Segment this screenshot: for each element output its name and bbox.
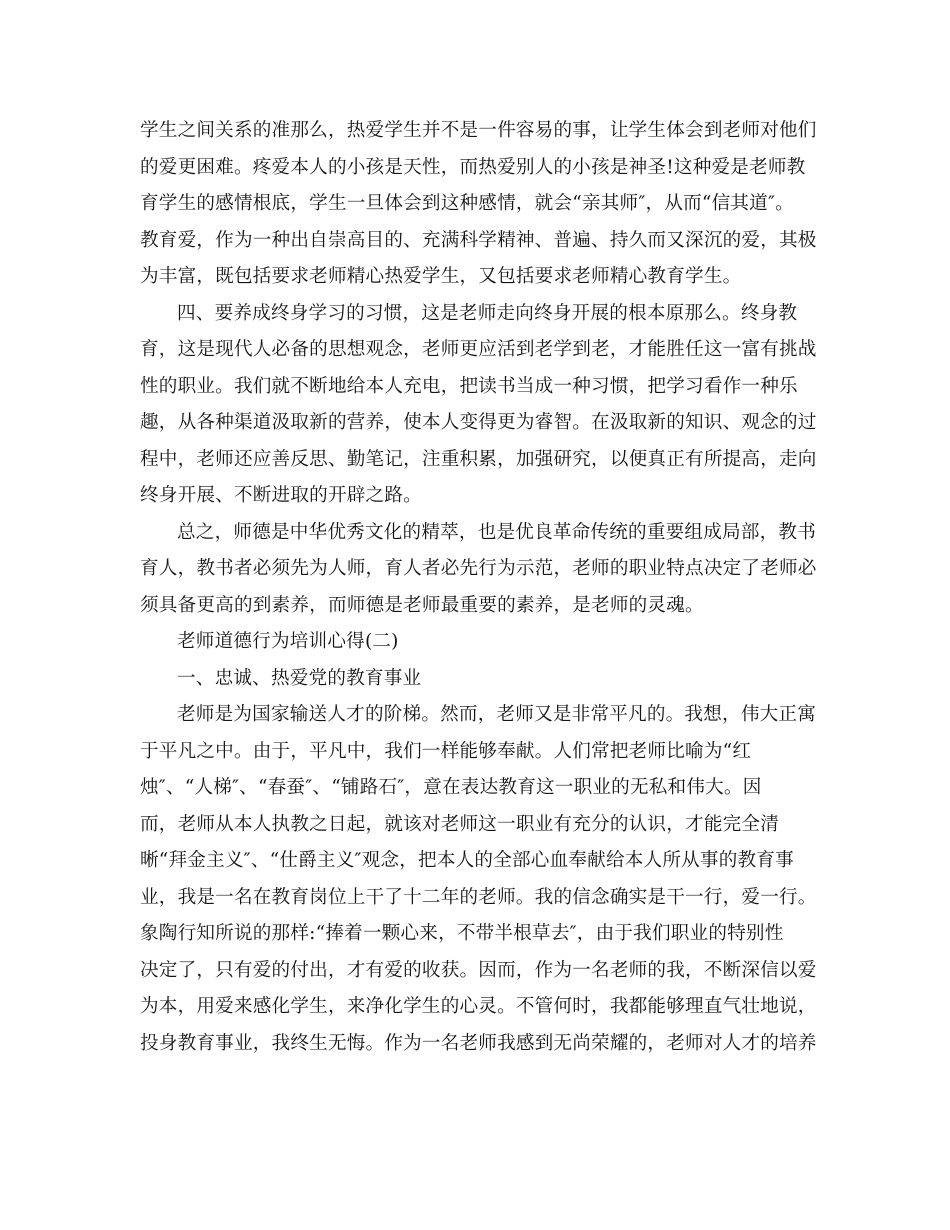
text-line: 须具备更高的到素养，而师德是老师最重要的素养，是老师的灵魂。 [140,594,704,616]
section-title: 老师道德行为培训心得(二) [177,631,399,652]
text-line: 而，老师从本人执教之日起，就该对老师这一职业有充分的认识，才能完全清 [140,813,779,835]
text-line: 育人，教书者必须先为人师，育人者必先行为示范，老师的职业特点决定了老师必 [140,558,817,579]
text-line: 性的职业。我们就不断地给本人充电，把读书当成一种习惯，把学习看作一种乐 [140,375,798,397]
text-line: 育学生的感情根底，学生一旦体会到这种感情，就会“亲其师″，从而“信其道″。 [140,193,794,214]
paragraph-start-line: 总之，师德是中华优秀文化的精萃，也是优良革命传统的重要组成局部，教书 [177,521,816,543]
text-line: 趣，从各种渠道汲取新的营养，使本人变得更为睿智。在汲取新的知识、观念的过 [140,412,817,433]
text-line: 的爱更困难。疼爱本人的小孩是天性，而热爱别人的小孩是神圣!这种爱是老师教 [140,156,806,178]
document-body [140,113,817,1062]
text-line: 烛″、“人梯″、“春蚕″、“铺路石″，意在表达教育这一职业的无私和伟大。因 [140,777,762,798]
text-line: 终身开展、不断进取的开辟之路。 [140,485,422,506]
paragraph-start-line: 四、要养成终身学习的习惯，这是老师走向终身开展的根本原那么。终身教 [177,302,798,324]
text-line: 晰“拜金主义″、“仕爵主义″观念，把本人的全部心血奉献给本人所从事的教育事 [140,850,794,871]
text-line: 学生之间关系的准那么，热爱学生并不是一件容易的事，让学生体会到老师对他们 [140,120,817,141]
text-line: 为丰富，既包括要求老师精心热爱学生，又包括要求老师精心教育学生。 [140,266,742,287]
text-line: 育，这是现代人必备的思想观念，老师更应活到老学到老，才能胜任这一富有挑战 [140,339,817,360]
section-heading: 一、忠诚、热爱党的教育事业 [177,667,422,689]
text-line: 投身教育事业，我终生无悔。作为一名老师我感到无尚荣耀的，老师对人才的培养 [140,1032,817,1054]
paragraph-start-line: 老师是为国家输送人才的阶梯。然而，老师又是非常平凡的。我想，伟大正寓 [177,704,816,725]
text-line: 教育爱，作为一种出自崇高目的、充满科学精神、普遍、持久而又深沉的爱，其极 [140,229,817,251]
text-line: 于平凡之中。由于，平凡中，我们一样能够奉献。人们常把老师比喻为“红 [140,740,752,762]
text-line: 业，我是一名在教育岗位上干了十二年的老师。我的信念确实是干一行，爱一行。 [140,886,817,908]
text-line: 程中，老师还应善反思、勤笔记，注重积累，加强研究，以便真正有所提高，走向 [140,448,817,470]
text-line: 决定了，只有爱的付出，才有爱的收获。因而，作为一名老师的我，不断深信以爱 [140,959,817,981]
text-line: 象陶行知所说的那样:“捧着一颗心来，不带半根草去″，由于我们职业的特别性 [140,923,784,944]
text-line: 为本，用爱来感化学生，来净化学生的心灵。不管何时，我都能够理直气壮地说， [140,996,817,1017]
